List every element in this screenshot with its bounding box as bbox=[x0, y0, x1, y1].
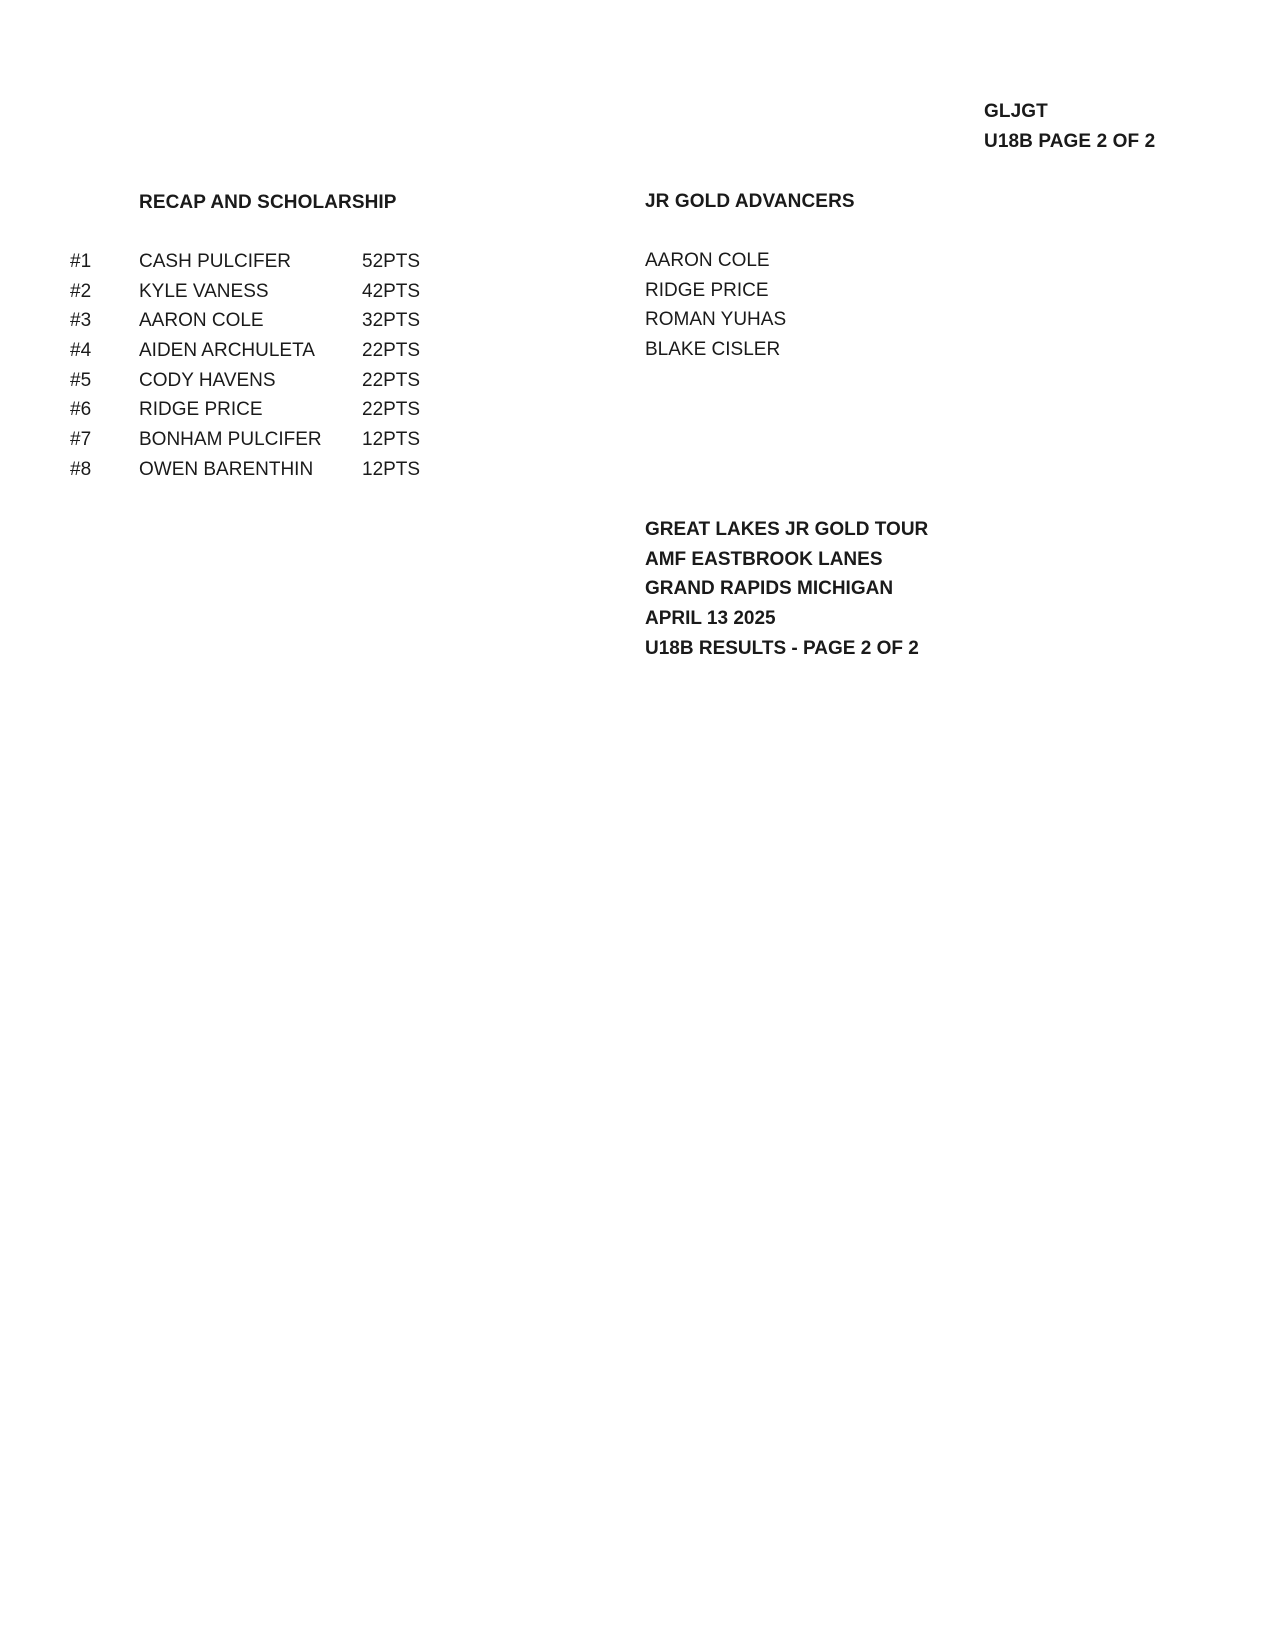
advancer-name: RIDGE PRICE bbox=[645, 279, 769, 301]
event-tour-name: GREAT LAKES JR GOLD TOUR bbox=[645, 519, 929, 540]
event-info bbox=[645, 520, 928, 668]
advancer-name: AARON COLE bbox=[645, 250, 770, 271]
recap-rank: #4 bbox=[70, 340, 92, 362]
recap-name: CODY HAVENS bbox=[139, 369, 276, 391]
recap-points: 12PTS bbox=[362, 458, 421, 480]
recap-points: 22PTS bbox=[362, 369, 421, 391]
recap-points: 52PTS bbox=[362, 251, 421, 272]
recap-points: 42PTS bbox=[362, 280, 421, 302]
recap-name: RIDGE PRICE bbox=[139, 399, 263, 421]
event-location: GRAND RAPIDS MICHIGAN bbox=[645, 578, 894, 600]
event-results-label: U18B RESULTS - PAGE 2 OF 2 bbox=[645, 637, 919, 659]
event-venue: AMF EASTBROOK LANES bbox=[645, 548, 883, 570]
recap-heading: RECAP AND SCHOLARSHIP bbox=[139, 192, 397, 213]
advancers-heading: JR GOLD ADVANCERS bbox=[645, 191, 855, 212]
recap-rank: #8 bbox=[70, 458, 92, 480]
recap-row bbox=[70, 341, 490, 371]
recap-name: CASH PULCIFER bbox=[139, 251, 292, 272]
recap-row bbox=[70, 371, 490, 401]
advancer-name: BLAKE CISLER bbox=[645, 339, 781, 361]
recap-points: 22PTS bbox=[362, 340, 421, 362]
advancers-list bbox=[645, 251, 786, 370]
header-page-label: U18B PAGE 2 OF 2 bbox=[984, 131, 1156, 152]
recap-rank: #6 bbox=[70, 399, 92, 421]
recap-row bbox=[70, 430, 490, 460]
recap-row bbox=[70, 252, 490, 282]
recap-row bbox=[70, 400, 490, 430]
recap-row bbox=[70, 282, 490, 312]
recap-name: OWEN BARENTHIN bbox=[139, 458, 314, 480]
recap-row bbox=[70, 460, 490, 490]
recap-name: AARON COLE bbox=[139, 310, 264, 332]
recap-name: KYLE VANESS bbox=[139, 280, 269, 302]
recap-rank: #3 bbox=[70, 310, 92, 332]
recap-points: 12PTS bbox=[362, 429, 421, 451]
recap-rank: #1 bbox=[70, 251, 92, 272]
recap-table bbox=[70, 252, 490, 490]
recap-points: 32PTS bbox=[362, 310, 421, 332]
recap-name: BONHAM PULCIFER bbox=[139, 429, 322, 451]
recap-rank: #7 bbox=[70, 429, 92, 451]
recap-row bbox=[70, 311, 490, 341]
advancer-name: ROMAN YUHAS bbox=[645, 309, 787, 331]
recap-rank: #2 bbox=[70, 280, 92, 302]
event-date: APRIL 13 2025 bbox=[645, 608, 776, 630]
header-org: GLJGT bbox=[984, 101, 1048, 122]
recap-rank: #5 bbox=[70, 369, 92, 391]
recap-points: 22PTS bbox=[362, 399, 421, 421]
recap-name: AIDEN ARCHULETA bbox=[139, 340, 315, 362]
